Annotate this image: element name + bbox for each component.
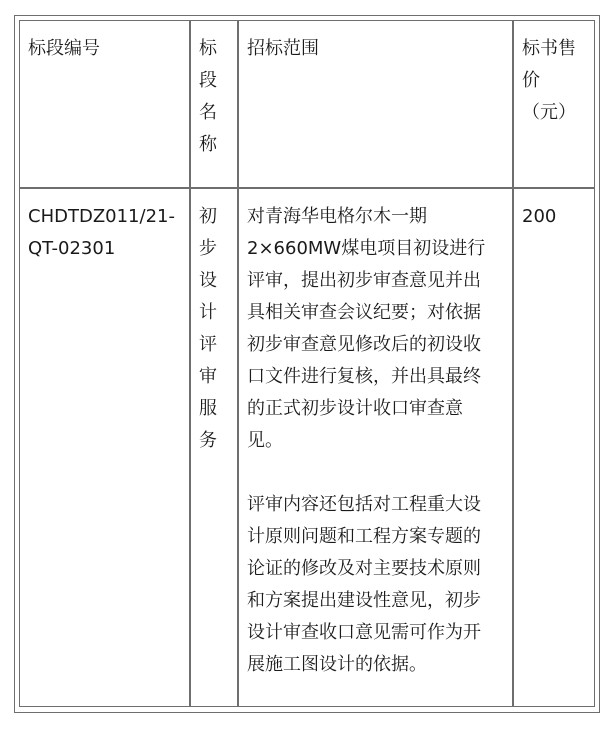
section-name-char: 评 xyxy=(199,334,217,355)
header-bid-scope-label: 招标范围 xyxy=(247,38,319,59)
header-name-char: 标 xyxy=(199,38,217,59)
table-row-section-name xyxy=(190,188,238,707)
header-name-char: 名 xyxy=(199,102,217,123)
section-name-char: 审 xyxy=(199,366,217,387)
table-row-document-price xyxy=(513,188,595,707)
header-section-code xyxy=(19,20,190,188)
table-row-bid-scope xyxy=(238,188,513,707)
section-name-char: 初 xyxy=(199,206,217,227)
bid-scope-paragraph: 对青海华电格尔木一期 2×660MW煤电项目初设进行 评审，提出初步审查意见并出 具相关审查会议纪要；对依据 初步审查意见修改后的初设收 口文件进行复核，并出具最终 的正式初步设计收口审查意 见。 xyxy=(247,206,486,451)
header-document-price-label: 标书售 价 （元） xyxy=(522,38,576,123)
section-name-char: 步 xyxy=(199,238,217,259)
header-section-name xyxy=(190,20,238,188)
header-section-code-label: 标段编号 xyxy=(28,38,100,59)
header-name-char: 段 xyxy=(199,70,217,91)
header-bid-scope xyxy=(238,20,513,188)
section-name-char: 服 xyxy=(199,398,217,419)
table-row-section-code xyxy=(19,188,190,707)
document-price-value: 200 xyxy=(522,206,557,227)
section-name-char: 计 xyxy=(199,302,217,323)
bid-scope-paragraph: 评审内容还包括对工程重大设 计原则问题和工程方案专题的 论证的修改及对主要技术原则 和方案提出建设性意见，初步 设计审查收口意见需可作为开 展施工图设计的依据。 xyxy=(247,494,481,675)
header-name-char: 称 xyxy=(199,134,217,155)
header-document-price xyxy=(513,20,595,188)
section-code-value: CHDTDZ011/21- QT-02301 xyxy=(28,206,175,259)
section-name-char: 务 xyxy=(199,430,217,451)
section-name-char: 设 xyxy=(199,270,217,291)
